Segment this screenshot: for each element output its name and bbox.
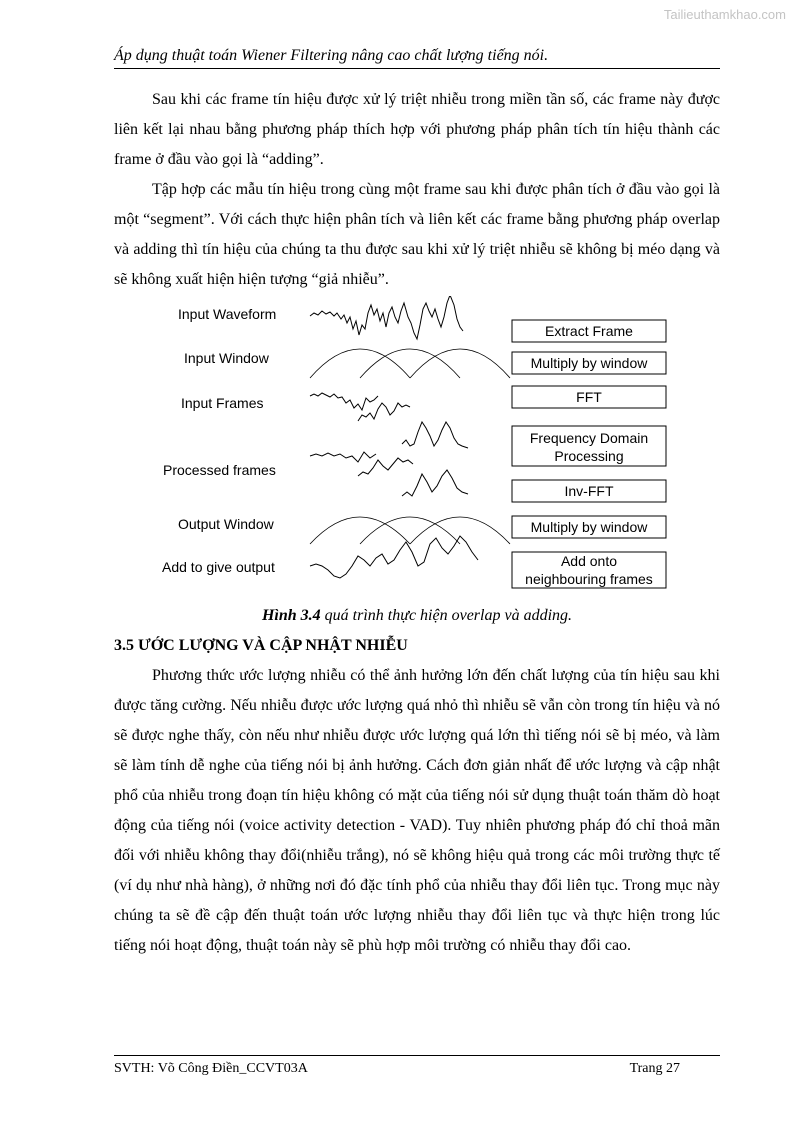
input-frame-1 xyxy=(310,393,378,410)
figure-label-input-frames: Input Frames xyxy=(181,395,264,411)
output-window-3 xyxy=(410,517,510,544)
figure-label-output-window: Output Window xyxy=(178,516,274,532)
processed-frame-2 xyxy=(358,458,413,476)
footer-author: SVTH: Võ Công Điền_CCVT03A xyxy=(114,1061,308,1076)
output-waveform xyxy=(310,536,478,578)
output-window-1 xyxy=(310,517,410,544)
input-window-2 xyxy=(360,349,460,378)
body-paragraphs-top xyxy=(114,85,720,295)
processed-frame-3 xyxy=(402,470,468,496)
paragraph: Phương thức ước lượng nhiễu có thể ảnh hưởng lớn đến chất lượng của tín hiệu sau khi được tăng cường. Nếu nhiễu được ước lượng quá nhỏ thì nhiễu sẽ vẫn còn trong tín hiệu và nó sẽ được nghe thấy, còn nếu như nhiễu được ước lượng quá lớn thì tiếng nói sẽ bị méo, và làm sẽ làm tính dễ nghe của tiếng nói bị ảnh hưởng. Cách đơn giản nhất để ước lượng và cập nhật phổ của nhiễu trong đoạn tín hiệu không có mặt của tiếng nói sử dụng thuật toán thăm dò hoạt động của tiếng nói (voice activity detection - VAD). Tuy nhiên phương pháp đó chỉ thoả mãn đối với nhiễu không thay đổi(nhiễu trắng), nó sẽ không hiệu quả trong các môi trường thực tế (ví dụ như nhà hàng), ở những nơi đó đặc tính phổ của nhiễu thay đổi liên tục. Trong mục này chúng ta sẽ đề cập đến thuật toán ước lượng nhiễu thay đổi liên tục và thực hiện trong lúc tiếng nói hoạt động, thuật toán này sẽ phù hợp môi trường có nhiễu thay đổi cao. xyxy=(114,667,720,954)
box-extract-frame-label: Extract Frame xyxy=(545,323,633,339)
box-multiply-window-in-label: Multiply by window xyxy=(530,355,648,371)
processed-frame-1 xyxy=(310,452,376,462)
box-inv-fft-label: Inv-FFT xyxy=(564,483,614,499)
figure-caption-text: quá trình thực hiện overlap và adding. xyxy=(320,607,573,624)
watermark: Tailieuthamkhao.com xyxy=(663,7,786,22)
input-waveform xyxy=(310,296,463,339)
section-title: 3.5 ƯỚC LƯỢNG VÀ CẬP NHẬT NHIỄU xyxy=(114,637,408,654)
input-frame-2 xyxy=(358,403,410,421)
box-multiply-window-out-label: Multiply by window xyxy=(530,519,648,535)
box-frequency-domain-label-2: Processing xyxy=(554,448,624,464)
paragraph: Sau khi các frame tín hiệu được xử lý triệt nhiễu trong miền tần số, các frame này được liên kết lại nhau bằng phương pháp thích hợp với phương pháp phân tích tín hiệu thành các frame ở đầu vào gọi là “adding”. xyxy=(114,91,720,168)
process-chain xyxy=(512,320,666,588)
figure-caption xyxy=(114,605,720,627)
output-window-2 xyxy=(360,517,460,544)
footer-page-number: Trang 27 xyxy=(629,1061,680,1076)
box-add-neighbouring-label-2: neighbouring frames xyxy=(525,571,653,587)
input-window-1 xyxy=(310,349,410,378)
page-header: Áp dụng thuật toán Wiener Filtering nâng cao chất lượng tiếng nói. xyxy=(114,46,720,69)
box-frequency-domain-label-1: Frequency Domain xyxy=(529,430,649,446)
box-fft-label: FFT xyxy=(576,389,602,405)
figure-label-add-output: Add to give output xyxy=(162,559,275,575)
input-frame-3 xyxy=(402,422,468,448)
page-footer xyxy=(114,1055,720,1078)
overlap-add-figure xyxy=(140,296,700,592)
box-add-neighbouring-label-1: Add onto xyxy=(560,553,618,569)
body-paragraphs-bottom xyxy=(114,661,720,961)
paragraph: Tập hợp các mẫu tín hiệu trong cùng một frame sau khi được phân tích ở đầu vào gọi là một “segment”. Với cách thực hiện phân tích và liên kết các frame bằng phương pháp overlap và adding thì tín hiệu của chúng ta thu được sau khi xử lý triệt nhiễu sẽ không bị méo dạng và sẽ không xuất hiện hiện tượng “giả nhiễu”. xyxy=(114,181,720,288)
input-window-3 xyxy=(410,349,510,378)
figure-caption-label: Hình 3.4 xyxy=(261,607,321,624)
figure-label-input-window: Input Window xyxy=(184,350,269,366)
figure-label-input-waveform: Input Waveform xyxy=(178,306,277,322)
figure-label-processed-frames: Processed frames xyxy=(163,462,276,478)
